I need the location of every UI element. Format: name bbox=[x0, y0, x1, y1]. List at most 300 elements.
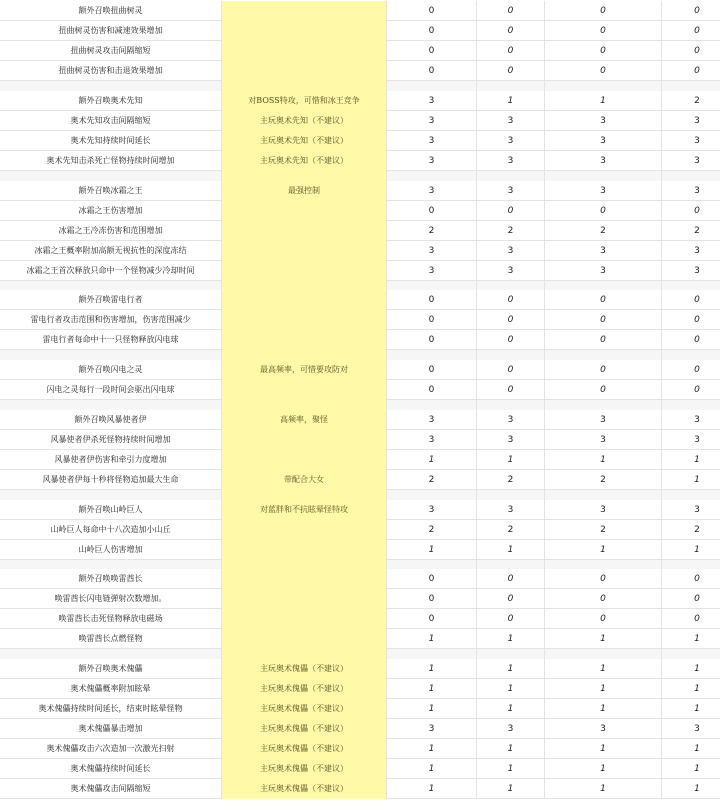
value-cell-4[interactable] bbox=[662, 490, 720, 500]
value-cell-1[interactable]: 1 bbox=[387, 659, 477, 679]
value-cell-1[interactable] bbox=[387, 400, 477, 410]
table-row bbox=[0, 719, 720, 739]
note-cell[interactable]: 主玩奥术先知（不建议） bbox=[222, 111, 387, 131]
value-cell-1[interactable]: 0 bbox=[387, 330, 477, 350]
note-cell[interactable] bbox=[222, 589, 387, 609]
value-cell-4[interactable]: 3 bbox=[694, 135, 700, 146]
value-cell-3[interactable]: 3 bbox=[545, 131, 662, 151]
note-cell[interactable] bbox=[222, 540, 387, 560]
note-cell[interactable]: 主玩奥术先知（不建议） bbox=[222, 151, 387, 171]
value-cell-3[interactable]: 0 bbox=[545, 569, 662, 589]
value-cell-1[interactable]: 3 bbox=[387, 241, 477, 261]
note-cell[interactable] bbox=[222, 430, 387, 450]
table-row bbox=[0, 739, 720, 759]
table-row bbox=[0, 290, 720, 310]
skill-name-cell[interactable] bbox=[0, 490, 222, 500]
skill-name-cell[interactable]: 冰霜之王伤害增加 bbox=[0, 201, 222, 221]
skill-name-cell[interactable] bbox=[0, 350, 222, 360]
skill-name-cell[interactable]: 雷电行者每命中十一只怪物释放闪电球 bbox=[0, 330, 222, 350]
note-cell[interactable] bbox=[222, 21, 387, 41]
value-cell-4[interactable]: 0 bbox=[694, 365, 700, 375]
value-cell-4[interactable]: 1 bbox=[694, 744, 700, 754]
note-cell[interactable] bbox=[222, 330, 387, 350]
value-cell-3[interactable] bbox=[545, 490, 662, 500]
value-cell-3[interactable]: 0 bbox=[545, 201, 662, 221]
value-cell-4[interactable]: 3 bbox=[694, 724, 700, 734]
skill-name-cell[interactable]: 冰霜之王概率附加高额无视抗性的深度冻结 bbox=[0, 241, 222, 261]
value-cell-3[interactable]: 0 bbox=[545, 330, 662, 350]
value-cell-3[interactable]: 3 bbox=[545, 181, 662, 201]
value-cell-4[interactable] bbox=[662, 350, 720, 360]
value-cell-3[interactable]: 0 bbox=[545, 41, 662, 61]
value-cell-3[interactable]: 0 bbox=[545, 21, 662, 41]
value-cell-3[interactable]: 0 bbox=[545, 1, 662, 21]
value-cell-3[interactable] bbox=[545, 81, 662, 91]
skill-name-cell[interactable]: 奥术傀儡持续时间延长，结束时眩晕怪物 bbox=[0, 699, 222, 719]
value-cell-3[interactable]: 3 bbox=[545, 111, 662, 131]
value-cell-4[interactable]: 0 bbox=[694, 574, 700, 585]
skill-name-cell[interactable]: 唤雷酋长闪电链弹射次数增加。 bbox=[0, 589, 222, 609]
value-cell-4[interactable]: 0 bbox=[694, 594, 700, 605]
value-cell-3[interactable]: 0 bbox=[545, 61, 662, 81]
skill-name-cell[interactable]: 唤雷酋长击死怪物释放电磁场 bbox=[0, 609, 222, 629]
value-cell-2[interactable]: 1 bbox=[477, 679, 545, 699]
table-row bbox=[0, 450, 720, 470]
value-cell-2[interactable]: 0 bbox=[477, 61, 545, 81]
value-cell-3[interactable]: 1 bbox=[545, 629, 662, 649]
skill-name-cell[interactable]: 额外召唤闪电之灵 bbox=[0, 360, 222, 380]
value-cell-1[interactable]: 0 bbox=[387, 201, 477, 221]
note-cell[interactable]: 对BOSS特攻，可惜和冰王竞争 bbox=[222, 91, 387, 111]
skill-name-cell[interactable]: 风暴使者伊伤害和牵引力度增加 bbox=[0, 450, 222, 470]
value-cell-2[interactable]: 1 bbox=[477, 739, 545, 759]
skill-name-cell[interactable]: 奥术傀儡攻击间隔缩短 bbox=[0, 779, 222, 799]
note-cell[interactable]: 高频率，聚怪 bbox=[222, 410, 387, 430]
note-cell[interactable] bbox=[222, 61, 387, 81]
value-cell-4[interactable]: 0 bbox=[694, 205, 700, 216]
table-row bbox=[0, 151, 720, 171]
value-cell-3[interactable]: 3 bbox=[545, 430, 662, 450]
value-cell-3[interactable]: 1 bbox=[545, 679, 662, 699]
table-row bbox=[0, 111, 720, 131]
note-cell[interactable] bbox=[222, 569, 387, 589]
note-cell[interactable] bbox=[222, 350, 387, 360]
value-cell-4[interactable]: 0 bbox=[694, 295, 700, 306]
value-cell-3[interactable]: 0 bbox=[545, 360, 662, 380]
skill-name-cell[interactable]: 冰霜之王首次释放只命中一个怪物减少冷却时间 bbox=[0, 261, 222, 281]
value-cell-2[interactable]: 2 bbox=[477, 520, 545, 540]
skill-name-cell[interactable]: 额外召唤奥术先知 bbox=[0, 91, 222, 111]
value-cell-4[interactable] bbox=[662, 281, 720, 291]
value-cell-2[interactable]: 0 bbox=[477, 360, 545, 380]
spacer-row bbox=[0, 350, 720, 360]
value-cell-1[interactable]: 0 bbox=[387, 380, 477, 400]
value-cell-2[interactable]: 0 bbox=[477, 41, 545, 61]
value-cell-4[interactable]: 2 bbox=[694, 95, 700, 106]
table-row bbox=[0, 430, 720, 450]
value-cell-4[interactable] bbox=[662, 560, 720, 570]
skill-name-cell[interactable]: 冰霜之王冷冻伤害和范围增加 bbox=[0, 221, 222, 241]
value-cell-1[interactable]: 3 bbox=[387, 181, 477, 201]
value-cell-4[interactable]: 3 bbox=[694, 265, 700, 276]
value-cell-2[interactable]: 3 bbox=[477, 430, 545, 450]
table-row bbox=[0, 500, 720, 520]
value-cell-4[interactable]: 0 bbox=[694, 614, 700, 625]
value-cell-3[interactable]: 3 bbox=[545, 410, 662, 430]
note-cell[interactable] bbox=[222, 490, 387, 500]
value-cell-2[interactable] bbox=[477, 171, 545, 181]
spacer-row bbox=[0, 560, 720, 570]
value-cell-1[interactable] bbox=[387, 560, 477, 570]
skill-name-cell[interactable] bbox=[0, 649, 222, 659]
spacer-row bbox=[0, 400, 720, 410]
value-cell-2[interactable]: 0 bbox=[477, 609, 545, 629]
value-cell-2[interactable]: 1 bbox=[477, 540, 545, 560]
value-cell-3[interactable]: 1 bbox=[545, 91, 662, 111]
note-cell[interactable] bbox=[222, 41, 387, 61]
value-cell-4[interactable]: 1 bbox=[694, 634, 700, 645]
value-cell-4[interactable]: 0 bbox=[694, 335, 700, 346]
spacer-row bbox=[0, 171, 720, 181]
value-cell-2[interactable]: 1 bbox=[477, 450, 545, 470]
value-cell-3[interactable]: 0 bbox=[545, 380, 662, 400]
table-row bbox=[0, 589, 720, 609]
table-row bbox=[0, 1, 720, 21]
value-cell-4[interactable]: 3 bbox=[694, 414, 700, 425]
skill-name-cell[interactable]: 扭曲树灵伤害和击退效果增加 bbox=[0, 61, 222, 81]
value-cell-3[interactable]: 0 bbox=[545, 290, 662, 310]
note-cell[interactable] bbox=[222, 310, 387, 330]
value-cell-1[interactable]: 0 bbox=[387, 1, 477, 21]
value-cell-2[interactable]: 0 bbox=[477, 1, 545, 21]
table-row bbox=[0, 310, 720, 330]
value-cell-3[interactable]: 1 bbox=[545, 659, 662, 679]
skill-name-cell[interactable]: 额外召唤冰霜之王 bbox=[0, 181, 222, 201]
value-cell-1[interactable]: 0 bbox=[387, 589, 477, 609]
value-cell-2[interactable]: 0 bbox=[477, 21, 545, 41]
value-cell-3[interactable]: 1 bbox=[545, 779, 662, 799]
skill-name-cell[interactable]: 山岭巨人伤害增加 bbox=[0, 540, 222, 560]
note-cell[interactable] bbox=[222, 520, 387, 540]
value-cell-1[interactable]: 3 bbox=[387, 91, 477, 111]
value-cell-3[interactable]: 1 bbox=[545, 540, 662, 560]
note-cell[interactable]: 主玩奥术傀儡（不建议） bbox=[222, 779, 387, 799]
value-cell-1[interactable]: 0 bbox=[387, 609, 477, 629]
skill-name-cell[interactable]: 扭曲树灵伤害和减速效果增加 bbox=[0, 21, 222, 41]
value-cell-2[interactable] bbox=[477, 281, 545, 291]
note-cell[interactable] bbox=[222, 221, 387, 241]
note-cell[interactable]: 主玩奥术傀儡（不建议） bbox=[222, 659, 387, 679]
value-cell-4[interactable]: 0 bbox=[694, 46, 700, 56]
table-row bbox=[0, 360, 720, 380]
skill-name-cell[interactable]: 奥术傀儡概率附加眩晕 bbox=[0, 679, 222, 699]
value-cell-4[interactable]: 0 bbox=[694, 26, 700, 36]
table-row bbox=[0, 470, 720, 490]
note-cell[interactable]: 主玩奥术傀儡（不建议） bbox=[222, 759, 387, 779]
value-cell-3[interactable]: 3 bbox=[545, 241, 662, 261]
value-cell-2[interactable]: 2 bbox=[477, 221, 545, 241]
value-cell-1[interactable]: 3 bbox=[387, 111, 477, 131]
skill-name-cell[interactable]: 扭曲树灵攻击间隔缩短 bbox=[0, 41, 222, 61]
note-cell[interactable] bbox=[222, 290, 387, 310]
value-cell-3[interactable]: 3 bbox=[545, 719, 662, 739]
note-cell[interactable]: 主玩奥术傀儡（不建议） bbox=[222, 719, 387, 739]
skill-name-cell[interactable] bbox=[0, 400, 222, 410]
value-cell-3[interactable] bbox=[545, 649, 662, 659]
note-cell[interactable]: 主玩奥术先知（不建议） bbox=[222, 131, 387, 151]
skill-name-cell[interactable] bbox=[0, 81, 222, 91]
value-cell-1[interactable]: 1 bbox=[387, 699, 477, 719]
value-cell-2[interactable]: 1 bbox=[477, 759, 545, 779]
value-cell-1[interactable]: 3 bbox=[387, 151, 477, 171]
value-cell-1[interactable]: 1 bbox=[387, 679, 477, 699]
note-cell[interactable]: 对蓝胖和不抗眩晕怪特攻 bbox=[222, 500, 387, 520]
note-cell[interactable]: 带配合大女 bbox=[222, 470, 387, 490]
note-cell[interactable] bbox=[222, 380, 387, 400]
value-cell-1[interactable]: 1 bbox=[387, 779, 477, 799]
skill-name-cell[interactable]: 奥术傀儡攻击六次造加一次激光扫射 bbox=[0, 739, 222, 759]
skill-name-cell[interactable]: 额外召唤唤雷酋长 bbox=[0, 569, 222, 589]
table-row bbox=[0, 21, 720, 41]
value-cell-3[interactable]: 2 bbox=[545, 470, 662, 490]
value-cell-4[interactable]: 3 bbox=[694, 185, 700, 196]
table-row bbox=[0, 380, 720, 400]
note-cell[interactable] bbox=[222, 400, 387, 410]
value-cell-1[interactable] bbox=[387, 649, 477, 659]
value-cell-4[interactable]: 3 bbox=[694, 245, 700, 256]
note-cell[interactable] bbox=[222, 649, 387, 659]
value-cell-1[interactable]: 1 bbox=[387, 759, 477, 779]
value-cell-2[interactable]: 3 bbox=[477, 261, 545, 281]
value-cell-4[interactable] bbox=[662, 649, 720, 659]
value-cell-3[interactable]: 0 bbox=[545, 609, 662, 629]
value-cell-4[interactable]: 2 bbox=[694, 524, 700, 535]
value-cell-1[interactable]: 0 bbox=[387, 569, 477, 589]
value-cell-1[interactable]: 3 bbox=[387, 410, 477, 430]
value-cell-2[interactable] bbox=[477, 490, 545, 500]
value-cell-1[interactable]: 3 bbox=[387, 500, 477, 520]
skill-name-cell[interactable]: 额外召唤山岭巨人 bbox=[0, 500, 222, 520]
note-cell[interactable]: 最高频率，可惜要攻防对 bbox=[222, 360, 387, 380]
value-cell-3[interactable] bbox=[545, 560, 662, 570]
note-cell[interactable] bbox=[222, 1, 387, 21]
value-cell-2[interactable] bbox=[477, 560, 545, 570]
value-cell-1[interactable]: 3 bbox=[387, 719, 477, 739]
value-cell-4[interactable]: 0 bbox=[694, 315, 700, 326]
skill-name-cell[interactable]: 额外召唤雷电行者 bbox=[0, 290, 222, 310]
value-cell-1[interactable]: 0 bbox=[387, 360, 477, 380]
value-cell-3[interactable]: 1 bbox=[545, 739, 662, 759]
value-cell-4[interactable] bbox=[662, 171, 720, 181]
value-cell-4[interactable]: 0 bbox=[694, 66, 700, 76]
spacer-row bbox=[0, 281, 720, 291]
value-cell-1[interactable]: 0 bbox=[387, 21, 477, 41]
value-cell-2[interactable]: 0 bbox=[477, 569, 545, 589]
skill-name-cell[interactable]: 奥术先知击杀死亡怪物持续时间增加 bbox=[0, 151, 222, 171]
value-cell-2[interactable]: 3 bbox=[477, 410, 545, 430]
skill-name-cell[interactable]: 风暴使者伊每十秒将怪物追加最大生命 bbox=[0, 470, 222, 490]
value-cell-4[interactable]: 1 bbox=[694, 544, 700, 555]
value-cell-4[interactable]: 3 bbox=[694, 504, 700, 515]
value-cell-3[interactable] bbox=[545, 281, 662, 291]
table-row bbox=[0, 41, 720, 61]
value-cell-1[interactable]: 2 bbox=[387, 221, 477, 241]
value-cell-4[interactable]: 0 bbox=[694, 6, 700, 16]
spacer-row bbox=[0, 490, 720, 500]
value-cell-4[interactable]: 1 bbox=[694, 684, 700, 694]
value-cell-1[interactable]: 3 bbox=[387, 131, 477, 151]
skill-name-cell[interactable]: 山岭巨人每命中十八次造加小山丘 bbox=[0, 520, 222, 540]
note-cell[interactable] bbox=[222, 609, 387, 629]
skill-name-cell[interactable]: 额外召唤扭曲树灵 bbox=[0, 1, 222, 21]
note-cell[interactable] bbox=[222, 629, 387, 649]
table-row bbox=[0, 569, 720, 589]
value-cell-2[interactable]: 3 bbox=[477, 181, 545, 201]
note-cell[interactable] bbox=[222, 171, 387, 181]
note-cell[interactable] bbox=[222, 281, 387, 291]
value-cell-3[interactable]: 2 bbox=[545, 221, 662, 241]
value-cell-1[interactable] bbox=[387, 81, 477, 91]
value-cell-3[interactable]: 1 bbox=[545, 699, 662, 719]
table-row bbox=[0, 131, 720, 151]
value-cell-4[interactable]: 3 bbox=[694, 115, 700, 126]
value-cell-2[interactable]: 1 bbox=[477, 629, 545, 649]
table-row bbox=[0, 540, 720, 560]
skill-name-cell[interactable]: 雷电行者攻击范围和伤害增加，伤害范围减少 bbox=[0, 310, 222, 330]
skill-name-cell[interactable] bbox=[0, 281, 222, 291]
table-row bbox=[0, 520, 720, 540]
value-cell-1[interactable]: 1 bbox=[387, 629, 477, 649]
value-cell-3[interactable]: 1 bbox=[545, 759, 662, 779]
value-cell-4[interactable]: 1 bbox=[694, 454, 700, 465]
value-cell-4[interactable]: 1 bbox=[694, 474, 700, 485]
table-row bbox=[0, 241, 720, 261]
value-cell-4[interactable]: 1 bbox=[694, 664, 700, 674]
value-cell-2[interactable]: 1 bbox=[477, 779, 545, 799]
value-cell-3[interactable]: 3 bbox=[545, 261, 662, 281]
value-cell-2[interactable]: 0 bbox=[477, 201, 545, 221]
skill-name-cell[interactable]: 奥术先知持续时间延长 bbox=[0, 131, 222, 151]
value-cell-2[interactable]: 3 bbox=[477, 111, 545, 131]
value-cell-3[interactable] bbox=[545, 171, 662, 181]
note-cell[interactable] bbox=[222, 241, 387, 261]
value-cell-1[interactable]: 3 bbox=[387, 430, 477, 450]
value-cell-2[interactable]: 1 bbox=[477, 659, 545, 679]
table-row bbox=[0, 181, 720, 201]
note-cell[interactable]: 最强控制 bbox=[222, 181, 387, 201]
value-cell-1[interactable] bbox=[387, 490, 477, 500]
table-row bbox=[0, 330, 720, 350]
value-cell-2[interactable]: 1 bbox=[477, 699, 545, 719]
value-cell-3[interactable]: 2 bbox=[545, 520, 662, 540]
value-cell-4[interactable]: 3 bbox=[694, 434, 700, 445]
value-cell-3[interactable]: 3 bbox=[545, 151, 662, 171]
value-cell-3[interactable] bbox=[545, 400, 662, 410]
skill-name-cell[interactable]: 奥术傀儡持续时间延长 bbox=[0, 759, 222, 779]
value-cell-2[interactable]: 0 bbox=[477, 310, 545, 330]
value-cell-1[interactable]: 0 bbox=[387, 61, 477, 81]
value-cell-1[interactable]: 1 bbox=[387, 739, 477, 759]
note-cell[interactable]: 主玩奥术傀儡（不建议） bbox=[222, 739, 387, 759]
value-cell-1[interactable]: 3 bbox=[387, 261, 477, 281]
table-row bbox=[0, 679, 720, 699]
skill-name-cell[interactable]: 闪电之灵每行一段时间会驱出闪电球 bbox=[0, 380, 222, 400]
skill-name-cell[interactable]: 额外召唤风暴使者伊 bbox=[0, 410, 222, 430]
value-cell-4[interactable]: 2 bbox=[694, 225, 700, 236]
value-cell-1[interactable] bbox=[387, 171, 477, 181]
value-cell-2[interactable]: 0 bbox=[477, 380, 545, 400]
value-cell-2[interactable] bbox=[477, 350, 545, 360]
skill-name-cell[interactable]: 唤雷酋长点燃怪物 bbox=[0, 629, 222, 649]
value-cell-1[interactable] bbox=[387, 350, 477, 360]
value-cell-1[interactable]: 0 bbox=[387, 290, 477, 310]
value-cell-2[interactable]: 3 bbox=[477, 241, 545, 261]
value-cell-2[interactable]: 3 bbox=[477, 719, 545, 739]
value-cell-3[interactable]: 0 bbox=[545, 589, 662, 609]
skill-name-cell[interactable]: 奥术先知攻击间隔缩短 bbox=[0, 111, 222, 131]
value-cell-3[interactable] bbox=[545, 350, 662, 360]
value-cell-2[interactable]: 0 bbox=[477, 330, 545, 350]
note-cell[interactable] bbox=[222, 450, 387, 470]
value-cell-1[interactable]: 0 bbox=[387, 41, 477, 61]
value-cell-4[interactable]: 1 bbox=[694, 784, 700, 794]
value-cell-3[interactable]: 0 bbox=[545, 310, 662, 330]
note-cell[interactable] bbox=[222, 81, 387, 91]
table-row bbox=[0, 91, 720, 111]
value-cell-2[interactable]: 1 bbox=[477, 91, 545, 111]
value-cell-4[interactable] bbox=[662, 81, 720, 91]
table-row bbox=[0, 609, 720, 629]
skill-name-cell[interactable]: 奥术傀儡暴击增加 bbox=[0, 719, 222, 739]
table-row bbox=[0, 221, 720, 241]
value-cell-4[interactable]: 1 bbox=[694, 764, 700, 774]
value-cell-2[interactable] bbox=[477, 649, 545, 659]
value-cell-2[interactable]: 0 bbox=[477, 589, 545, 609]
value-cell-2[interactable] bbox=[477, 81, 545, 91]
value-cell-2[interactable]: 0 bbox=[477, 290, 545, 310]
note-cell[interactable]: 主玩奥术傀儡（不建议） bbox=[222, 699, 387, 719]
skill-name-cell[interactable]: 额外召唤奥术傀儡 bbox=[0, 659, 222, 679]
value-cell-4[interactable]: 3 bbox=[694, 155, 700, 166]
value-cell-2[interactable]: 2 bbox=[477, 470, 545, 490]
skill-name-cell[interactable] bbox=[0, 560, 222, 570]
value-cell-1[interactable] bbox=[387, 281, 477, 291]
value-cell-2[interactable]: 3 bbox=[477, 131, 545, 151]
value-cell-1[interactable]: 0 bbox=[387, 310, 477, 330]
value-cell-2[interactable]: 3 bbox=[477, 500, 545, 520]
note-cell[interactable]: 主玩奥术傀儡（不建议） bbox=[222, 679, 387, 699]
value-cell-1[interactable]: 2 bbox=[387, 520, 477, 540]
value-cell-3[interactable]: 1 bbox=[545, 450, 662, 470]
table-row bbox=[0, 699, 720, 719]
skill-name-cell[interactable]: 风暴使者伊杀死怪物持续时间增加 bbox=[0, 430, 222, 450]
value-cell-1[interactable]: 1 bbox=[387, 450, 477, 470]
value-cell-4[interactable] bbox=[662, 400, 720, 410]
value-cell-1[interactable]: 2 bbox=[387, 470, 477, 490]
value-cell-1[interactable]: 1 bbox=[387, 540, 477, 560]
value-cell-3[interactable]: 3 bbox=[545, 500, 662, 520]
value-cell-2[interactable]: 3 bbox=[477, 151, 545, 171]
skill-name-cell[interactable] bbox=[0, 171, 222, 181]
value-cell-4[interactable]: 1 bbox=[694, 704, 700, 714]
note-cell[interactable] bbox=[222, 201, 387, 221]
note-cell[interactable] bbox=[222, 560, 387, 570]
spacer-row bbox=[0, 81, 720, 91]
table-row bbox=[0, 629, 720, 649]
note-cell[interactable] bbox=[222, 261, 387, 281]
value-cell-2[interactable] bbox=[477, 400, 545, 410]
value-cell-4[interactable]: 0 bbox=[694, 385, 700, 395]
